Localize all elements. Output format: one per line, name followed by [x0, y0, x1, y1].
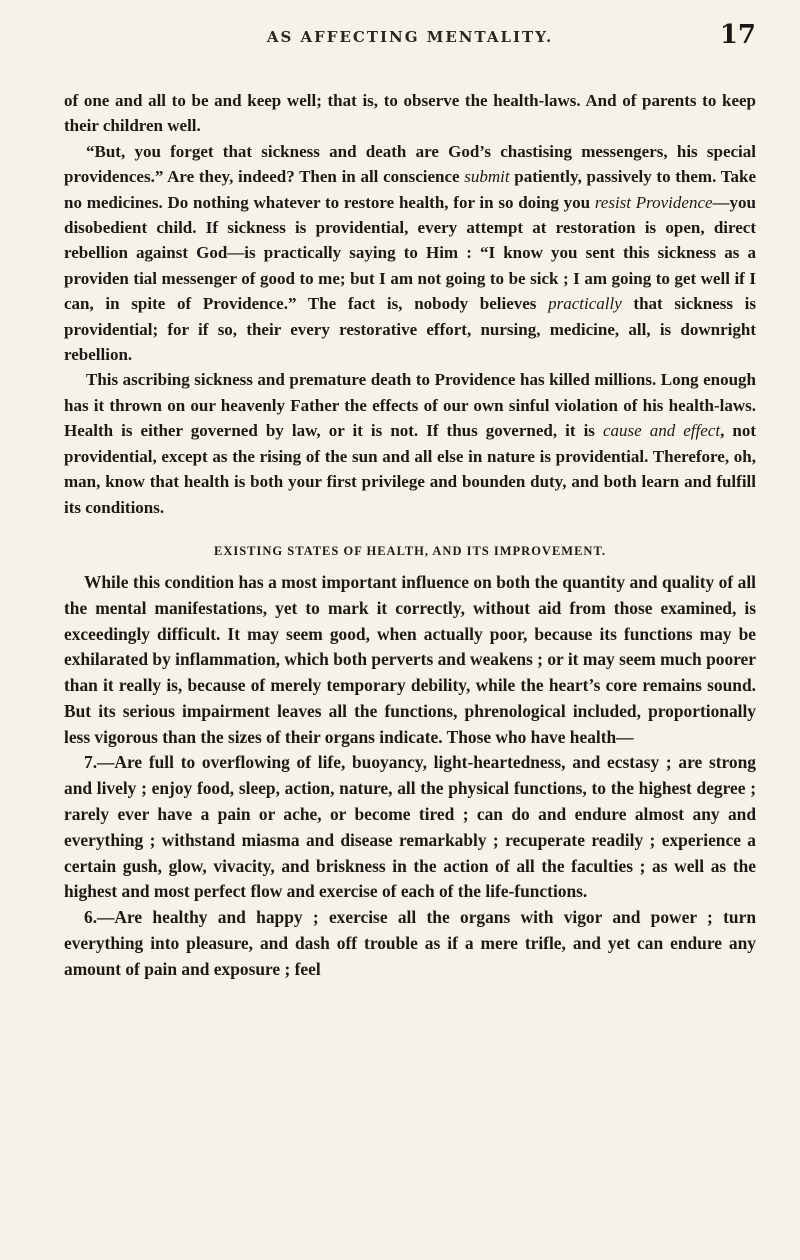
- section-heading: EXISTING STATES OF HEALTH, AND ITS IMPROVEMENT.: [214, 543, 606, 558]
- page-number: 17: [719, 20, 756, 50]
- paragraph-providence: [64, 139, 756, 368]
- emphasis-submit: submit: [464, 167, 510, 187]
- section-body: [64, 570, 756, 983]
- paragraph-text: “But, you forget that sickness and death are God’s chastising messengers, his special providences.” Are they, indeed? Then in all conscience: [64, 141, 756, 187]
- running-head: [64, 20, 756, 60]
- paragraph-text: This ascribing sickness and premature death to Providence has killed millions. Long enough has it thrown on our heavenly Father the effects of our own sinful violation of his health-laws. Health is either governed by law, or it is not. If thus governed, it is: [64, 370, 756, 441]
- running-title: AS AFFECTING MENTALITY.: [266, 28, 554, 46]
- paragraph-text: patiently, passively to them. Take no medicines. Do nothing whatever to restore health, for in so doing you: [64, 167, 757, 212]
- paragraph-text: that sickness is providential; for if so, their every restorative effort, nursing, medicine, all, is downright rebellion.: [64, 294, 756, 365]
- emphasis-cause-and-effect: cause and effect: [602, 421, 721, 441]
- page-body: [64, 88, 756, 983]
- paragraph-health-condition: While this condition has a most important influence on both the quantity and quality of all the mental manifestations, yet to mark it correctly, without aid from those examined, is exceedingly difficult. It may seem good, when actually poor, because its functions may be exhilarated by inflammation, which both perverts and weakens ; or it may seem much poorer than it really is, because of merely temporary debility, while the heart’s core remains sound. But its serious impairment leaves all the functions, phrenological included, proportionally less vigorous than the sizes of their organs indicate. Those who have health—: [64, 571, 756, 747]
- paragraph-ascribing-sickness: [64, 367, 756, 519]
- paragraph-rank-7: 7.—Are full to overflowing of life, buoyancy, light-heartedness, and ecstasy ; are strong and lively ; enjoy food, sleep, action, nature, all the physical functions, to the highest degree ; rarely ever have a pain or ache, or become tired ; can do and endure almost any and everything ; withstand miasma and disease remarkably ; recuperate readily ; experience a certain gush, glow, vivacity, and briskness in the action of all the faculties ; as well as the highest and most perfect flow and exercise of each of the life-functions.: [64, 752, 756, 902]
- paragraph-continuation: of one and all to be and keep well; that is, to observe the health-laws. And of parents to keep their children well.: [64, 91, 756, 136]
- paragraph-text: —you disobedient child. If sickness is providential, every attempt at restoration is open, direct rebellion against God—is practically saying to Him : “I know you sent this sickness as a providen tial messenger of good to me; but I am not going to be sick ; I am going to get well if I can, in spite of Providence.” The fact is, nobody believes: [64, 192, 757, 314]
- paragraph-rank-6: 6.—Are healthy and happy ; exercise all the organs with vigor and power ; turn everything into pleasure, and dash off trouble as if a mere trifle, and yet can endure any amount of pain and exposure ; feel: [64, 907, 756, 979]
- emphasis-resist-providence: resist Providence: [594, 192, 713, 212]
- emphasis-practically: practically: [548, 294, 622, 314]
- paragraph-text: , not providential, except as the rising of the sun and all else in nature is providential. Therefore, oh, man, know that health is both your first privilege and bounden duty, and both learn and fulfill its conditions.: [64, 421, 756, 517]
